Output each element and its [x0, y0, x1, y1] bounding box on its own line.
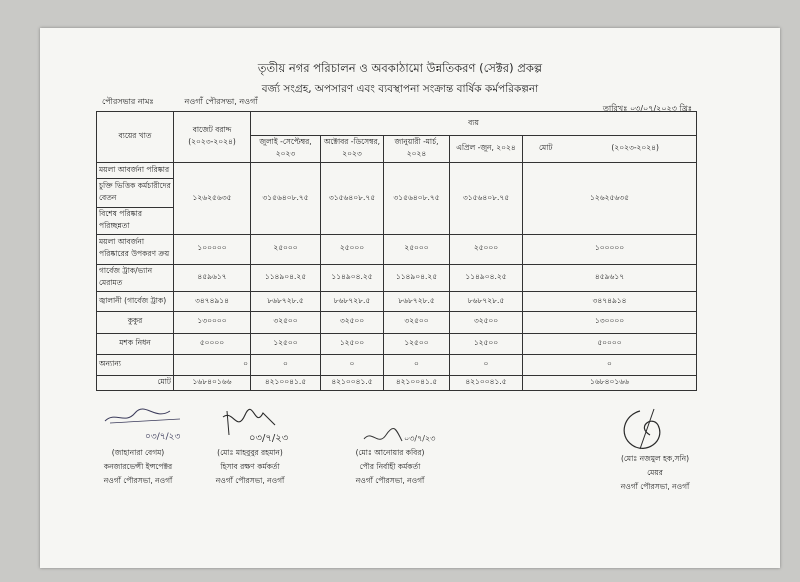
- row-q3: ০: [384, 354, 450, 375]
- signatory-org: নওগাঁ পৌরসভা, নওগাঁ: [215, 476, 285, 485]
- row-q4: ৩২৫০০: [450, 312, 523, 333]
- row-budget: ৪৫৯৬১৭: [174, 265, 251, 292]
- row-q1: ০: [251, 354, 321, 375]
- signature-block-2: [185, 446, 315, 488]
- row-q4: ৮৬৮৭২৮.৫: [450, 292, 523, 312]
- group-q2: ৩১৫৬৪০৮.৭৫: [321, 163, 384, 234]
- group-item-3: বিশেষ পরিষ্কার পরিচ্ছন্নতা: [97, 207, 174, 234]
- header-total-year: (২০২৩-২০২৪): [611, 143, 659, 153]
- row-q1: ১১৪৯০৪.২৫: [251, 265, 321, 292]
- row-q3: ৮৬৮৭২৮.৫: [384, 292, 450, 312]
- row-budget: ০: [174, 354, 251, 375]
- row-label: ময়লা আবর্জনা পরিষ্কারের উপকরণ ক্রয়: [97, 234, 174, 264]
- row-q2: ১২৫০০: [321, 333, 384, 354]
- signatory-org: নওগাঁ পৌরসভা, নওগাঁ: [620, 482, 690, 491]
- header-budget: বাজেট বরাদ্দ (২০২৩-২০২৪): [174, 112, 251, 163]
- municipality-label: পৌরসভার নামঃ: [102, 97, 154, 106]
- row-q1: ৮৬৮৭২৮.৫: [251, 292, 321, 312]
- table-row: [97, 333, 697, 354]
- row-budget: ১০০০০০: [174, 234, 251, 264]
- group-item-2: চুক্তি ভিত্তিক কর্মচারীদের বেতন: [97, 179, 174, 207]
- signature-mark-1: [100, 403, 190, 448]
- total-q2: ৪২১০০৪১.৫: [321, 375, 384, 390]
- row-q2: ২৫০০০: [321, 234, 384, 264]
- row-label: গার্বেজ ট্রাক/ভ্যান মেরামত: [97, 265, 174, 292]
- signature-block-1: [78, 446, 198, 488]
- row-total: ৪৫৯৬১৭: [523, 265, 697, 292]
- total-total: ১৬৮৪০১৬৬: [523, 375, 697, 390]
- group-q1: ৩১৫৬৪০৮.৭৫: [251, 163, 321, 234]
- signatory-name: (জাহানারা বেগম): [111, 448, 165, 457]
- signature-mark-4: [610, 405, 680, 457]
- row-label: জ্বালানী (গার্বেজ ট্রাক): [97, 292, 174, 312]
- signatory-title: পৌর নির্বাহী কর্মকর্তা: [359, 462, 421, 471]
- table-row: [97, 292, 697, 312]
- total-row: [97, 375, 697, 390]
- row-q2: ৮৬৮৭২৮.৫: [321, 292, 384, 312]
- row-total: ৫০০০০: [523, 333, 697, 354]
- row-q1: ১২৫০০: [251, 333, 321, 354]
- signatory-name: (মোঃ আনোয়ার কবির): [355, 448, 425, 457]
- header-item: ব্যয়ের খাত: [97, 112, 174, 163]
- header-q1: জুলাই -সেপ্টেম্বর, ২০২৩: [251, 136, 321, 163]
- handwritten-date-2: ০৩/৭/২৩: [249, 433, 289, 444]
- header-q4: এপ্রিল -জুন, ২০২৪: [450, 136, 523, 163]
- group-q4: ৩১৫৬৪০৮.৭৫: [450, 163, 523, 234]
- group-budget: ১২৬২৫৬৩৫: [174, 163, 251, 234]
- row-q3: ২৫০০০: [384, 234, 450, 264]
- row-q4: ০: [450, 354, 523, 375]
- signatory-name: (মোঃ নজমুল হক,সনি): [620, 454, 690, 463]
- row-total: ১০০০০০: [523, 234, 697, 264]
- row-q3: ১২৫০০: [384, 333, 450, 354]
- document-subtitle: বর্জ্য সংগ্রহ, অপসারণ এবং ব্যবস্থাপনা সংক্রান্ত বার্ষিক কর্মপরিকল্পনা: [261, 83, 539, 95]
- row-budget: ৫০০০০: [174, 333, 251, 354]
- row-q3: ৩২৫০০: [384, 312, 450, 333]
- expense-table: [96, 111, 697, 391]
- group-total: ১২৬২৫৬৩৫: [523, 163, 697, 234]
- row-total: ১৩০০০০: [523, 312, 697, 333]
- row-label: অন্যান্য: [97, 354, 174, 375]
- row-q3: ১১৪৯০৪.২৫: [384, 265, 450, 292]
- header-total-label: মোট: [539, 143, 553, 153]
- signatory-title: মেয়র: [647, 468, 663, 477]
- row-q4: ২৫০০০: [450, 234, 523, 264]
- handwritten-date-3: ০৩/৭/২৩: [404, 434, 436, 443]
- document-date: তারিখঃ ০৩/০৭/২০২৩ খ্রিঃ: [602, 104, 692, 113]
- table-row: [97, 234, 697, 264]
- total-label: মোট: [97, 375, 174, 390]
- signature-mark-2: [215, 405, 305, 445]
- signatory-org: নওগাঁ পৌরসভা, নওগাঁ: [355, 476, 425, 485]
- signature-block-4: [590, 452, 720, 494]
- handwritten-date-1: ০৩/৭/২৩: [145, 432, 181, 442]
- municipality-name: নওগাঁ পৌরসভা, নওগাঁ: [184, 97, 258, 106]
- row-label: কুকুর: [97, 312, 174, 333]
- total-q4: ৪২১০০৪১.৫: [450, 375, 523, 390]
- total-q3: ৪২১০০৪১.৫: [384, 375, 450, 390]
- row-q4: ১২৫০০: [450, 333, 523, 354]
- row-budget: ৩৪৭৪৯১৪: [174, 292, 251, 312]
- signature-block-3: [325, 446, 455, 488]
- signatory-name: (মোঃ মাহবুবুর রহমান): [217, 448, 283, 457]
- total-q1: ৪২১০০৪১.৫: [251, 375, 321, 390]
- header-q3: জানুয়ারী -মার্চ, ২০২৪: [384, 136, 450, 163]
- header-expense: ব্যয়: [251, 112, 697, 136]
- signatory-org: নওগাঁ পৌরসভা, নওগাঁ: [103, 476, 173, 485]
- table-row: [97, 265, 697, 292]
- row-total: ৩৪৭৪৯১৪: [523, 292, 697, 312]
- table-row: [97, 354, 697, 375]
- header-total: [523, 136, 697, 163]
- row-label: মশক নিধন: [97, 333, 174, 354]
- group-item-1: ময়লা আবর্জনা পরিষ্কার: [97, 163, 174, 179]
- municipality-line: [102, 96, 258, 109]
- table-row: [97, 312, 697, 333]
- total-budget: ১৬৮৪০১৬৬: [174, 375, 251, 390]
- document-title: তৃতীয় নগর পরিচালন ও অবকাঠামো উন্নতিকরণ (সেক্টর) প্রকল্প: [257, 61, 543, 75]
- row-budget: ১৩০০০০: [174, 312, 251, 333]
- row-q2: ৩২৫০০: [321, 312, 384, 333]
- signatory-title: কনজারভেন্সী ইন্সপেক্টর: [103, 462, 173, 471]
- row-q1: ৩২৫০০: [251, 312, 321, 333]
- row-q2: ০: [321, 354, 384, 375]
- group-q3: ৩১৫৬৪০৮.৭৫: [384, 163, 450, 234]
- row-q2: ১১৪৯০৪.২৫: [321, 265, 384, 292]
- row-total: ০: [523, 354, 697, 375]
- header-q2: অক্টোবর -ডিসেম্বর, ২০২৩: [321, 136, 384, 163]
- row-q4: ১১৪৯০৪.২৫: [450, 265, 523, 292]
- row-q1: ২৫০০০: [251, 234, 321, 264]
- signatory-title: হিসাব রক্ষণ কর্মকর্তা: [220, 462, 280, 471]
